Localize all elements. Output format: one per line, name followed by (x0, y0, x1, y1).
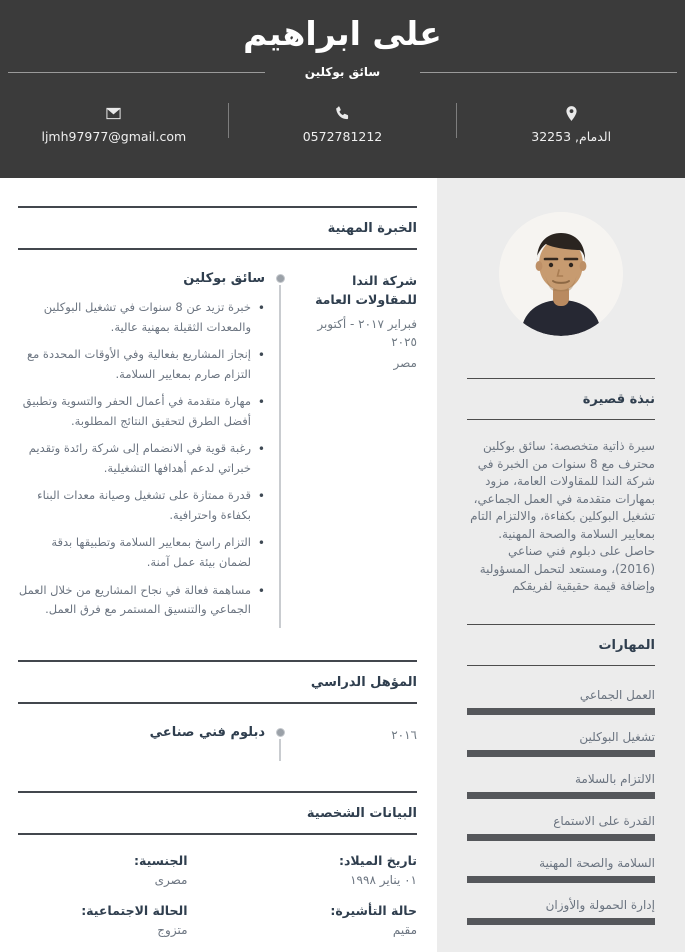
skills-list (467, 688, 655, 925)
summary-text: سيرة ذاتية متخصصة: سائق بوكلين محترف مع 8 سنوات من الخبرة في شركة الندا للمقاولات العامة، مزود بمهارات متقدمة في العمل الجماعي، تشغيل البوكلين بكفاءة، والالتزام التام بمعايير السلامة والصحة المهنية. حاصل على دبلوم فني صناعي (2016)، ومستعد لتحمل المسؤولية وإضافة قيمة حقيقية لفريقكم (470, 439, 655, 594)
location-pin-icon (563, 105, 580, 122)
field-label: الحالة الاجتماعية: (81, 902, 188, 918)
subtitle-divider-right (420, 72, 677, 73)
skill-bar (467, 792, 655, 799)
experience-title: الخبرة المهنية (327, 221, 417, 236)
skill-label: الالتزام بالسلامة (574, 771, 655, 786)
employment-location: مصر (393, 355, 417, 370)
timeline-line (279, 739, 281, 761)
skill-bar-fill (467, 792, 655, 799)
skill-bar-fill (467, 876, 655, 883)
contact-phone (229, 101, 457, 144)
section-experience-heading (18, 206, 417, 250)
experience-bullets (18, 298, 265, 620)
sidebar (437, 178, 685, 952)
body (0, 178, 685, 952)
contact-row (0, 101, 685, 144)
section-education-heading (18, 660, 417, 704)
personal-field-nationality (18, 853, 188, 887)
degree-name: دبلوم فني صناعي (149, 724, 265, 740)
personal-title: البيانات الشخصية (306, 805, 417, 821)
profile-photo (499, 212, 623, 336)
section-summary-heading (467, 378, 655, 420)
page-title: على ابراهيم (243, 14, 442, 53)
skill-bar (467, 876, 655, 883)
education-details (18, 724, 265, 761)
section-skills-heading (467, 624, 655, 666)
field-value: ٠١ يناير ١٩٩٨ (350, 872, 417, 887)
field-value: متزوج (157, 922, 188, 937)
education-meta (295, 724, 417, 761)
bullet-item: • رغبة قوية في الانضمام إلى شركة رائدة وتقديم خبراتي لدعم أهدافها التشغيلية. (18, 439, 265, 478)
personal-field-marital-status (18, 903, 188, 937)
skill-label: العمل الجماعي (579, 687, 655, 702)
skill-label: السلامة والصحة المهنية (539, 855, 655, 870)
bullet-item: • مهارة متقدمة في أعمال الحفر والتسوية وتطبيق أفضل الطرق لتحقيق النتائج المطلوبة. (18, 392, 265, 431)
company-name: شركة الندا للمقاولات العامة (315, 273, 417, 307)
field-label: تاريخ الميلاد: (338, 852, 417, 868)
location-value: الدمام, 32253 (531, 129, 612, 144)
skill-bar (467, 708, 655, 715)
skill-label: تشغيل البوكلين (579, 729, 655, 744)
header (0, 0, 685, 178)
experience-job-title: سائق بوكلين (183, 271, 265, 286)
field-label: حالة التأشيرة: (330, 902, 417, 918)
skill-item (467, 814, 655, 841)
summary-title: نبذة قصيرة (582, 392, 655, 407)
skill-bar (467, 834, 655, 841)
subtitle-divider-left (8, 72, 265, 73)
field-value: مقيم (392, 922, 417, 937)
section-personal-heading (18, 791, 417, 835)
skill-item (467, 856, 655, 883)
personal-grid (18, 853, 417, 937)
skill-item (467, 772, 655, 799)
bullet-item: • خبرة تزيد عن 8 سنوات في تشغيل البوكلين والمعدات الثقيلة بمهنية عالية. (18, 298, 265, 337)
contact-location (457, 101, 685, 144)
job-subtitle-row (0, 65, 685, 79)
skill-bar-fill (467, 750, 655, 757)
bullet-item: • مساهمة فعالة في نجاح المشاريع من خلال العمل الجماعي والتنسيق المستمر مع فرق العمل. (18, 581, 265, 620)
skill-item (467, 688, 655, 715)
bullet-item: • قدرة ممتازة على تشغيل وصيانة معدات البناء بكفاءة واحترافية. (18, 486, 265, 525)
timeline (265, 724, 295, 761)
skill-label: إدارة الحمولة والأوزان (545, 897, 655, 912)
experience-entry (18, 270, 417, 628)
skills-title: المهارات (598, 637, 655, 653)
phone-value[interactable]: 0572781212 (302, 129, 383, 144)
skill-label: القدرة على الاستماع (553, 813, 655, 828)
experience-meta (295, 270, 417, 628)
skill-item (467, 898, 655, 925)
timeline-dot (276, 728, 285, 737)
education-title: المؤهل الدراسي (310, 674, 417, 690)
employment-dates: فبراير ٢٠١٧ - أكتوبر ٢٠٢٥ (317, 316, 417, 350)
contact-email (0, 101, 228, 144)
timeline-dot (276, 274, 285, 283)
experience-details (18, 270, 265, 628)
personal-field-birthdate (248, 853, 418, 887)
graduation-year: ٢٠١٦ (391, 727, 417, 742)
field-label: الجنسية: (134, 852, 188, 868)
phone-icon (334, 105, 351, 122)
bullet-item: • التزام راسخ بمعايير السلامة وتطبيقها بدقة لضمان بيئة عمل آمنة. (18, 533, 265, 572)
skill-bar-fill (467, 834, 655, 841)
avatar (499, 212, 623, 336)
timeline-line (279, 285, 281, 628)
skill-bar-fill (467, 708, 655, 715)
bullet-item: • إنجاز المشاريع بفعالية وفي الأوقات المحددة مع التزام صارم بمعايير السلامة. (18, 345, 265, 384)
skill-bar-fill (467, 918, 655, 925)
personal-field-visa-status (248, 903, 418, 937)
email-icon (105, 105, 122, 122)
skill-bar (467, 750, 655, 757)
skill-item (467, 730, 655, 757)
education-entry (18, 724, 417, 761)
timeline (265, 270, 295, 628)
skill-bar (467, 918, 655, 925)
job-title: سائق بوكلين (304, 65, 381, 79)
main-column (0, 178, 437, 952)
email-value[interactable]: ljmh97977@gmail.com (41, 129, 187, 144)
field-value: مصرى (154, 872, 188, 887)
